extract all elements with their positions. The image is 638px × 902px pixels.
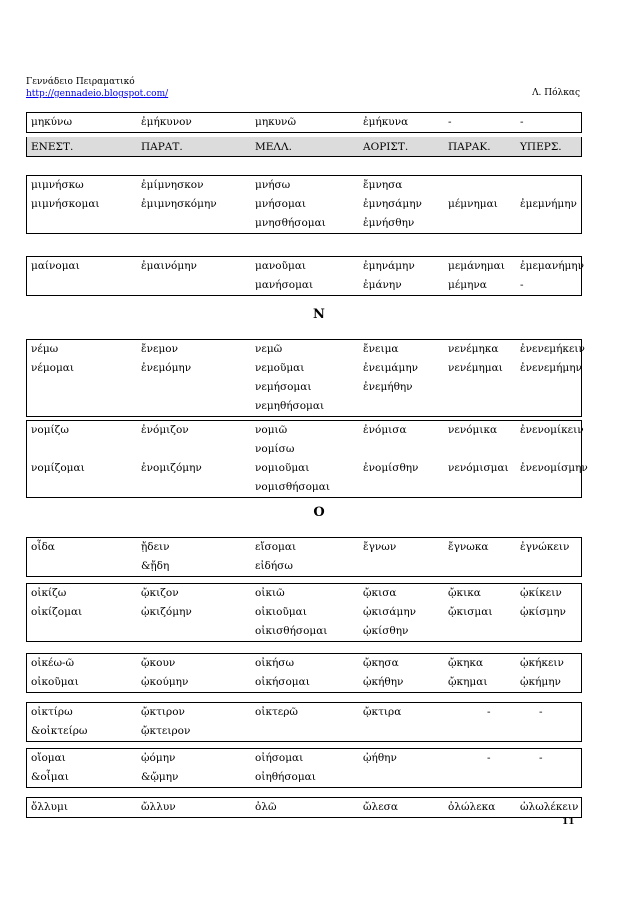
verb-group-oikizo [26,583,582,642]
verb-form-cell: ἐνόμιζον [141,424,189,436]
verb-form-cell: οἰήσομαι [255,752,304,764]
table-row [27,768,581,787]
verb-form-cell: νομίζομαι [31,462,85,474]
verb-form-cell: νεμήσομαι [255,381,312,393]
verb-form-cell: εἴσομαι [255,541,297,553]
verb-form-cell: μανήσομαι [255,279,314,291]
table-row [27,673,581,692]
verb-form-cell: ἐμαινόμην [141,260,197,272]
verb-form-cell: οἰκτερῶ [255,706,298,718]
verb-form-cell: ἐμνήσθην [363,217,415,229]
verb-form-cell: νεμοῦμαι [255,362,305,374]
verb-form-cell: ὤλεσα [363,801,398,813]
verb-form-cell: οἰκιῶ [255,587,285,599]
verb-form-cell: ἐνενεμήμην [520,362,582,374]
verb-form-cell: νέμομαι [31,362,74,374]
verb-form-cell: ᾤκισα [363,587,397,599]
verb-form-cell: ἐνενεμήκειν [520,343,585,355]
verb-form-cell: ἐνόμισα [363,424,407,436]
table-row: μηκύνω ἐμήκυνον μηκυνῶ ἐμήκυνα - - [31,116,524,128]
verb-form-cell: μεμάνημαι [448,260,505,272]
table-row [27,214,581,233]
verb-form-cell: εἰδήσω [255,560,293,572]
verb-form-cell: ἐνεμόμην [141,362,192,374]
verb-form-cell: ᾠκήμην [520,676,561,688]
verb-form-cell: ᾤκιζον [141,587,179,599]
verb-form-cell: ᾤκηκα [448,657,484,669]
verb-form-cell: ἐνενομίσμην [520,462,588,474]
verb-form-cell: ᾠήθην [363,752,397,764]
verb-form-cell: ᾠκήθην [363,676,404,688]
verb-form-cell: νενέμημαι [448,362,503,374]
verb-form-cell: ᾠκιζόμην [141,606,192,618]
verb-form-cell: ᾠκούμην [141,676,189,688]
verb-form-cell: νέμω [31,343,59,355]
verb-form-cell: ἐνειμάμην [363,362,418,374]
table-row [27,195,581,214]
table-row [27,176,581,195]
verb-group-oikeo [26,653,582,693]
verb-form-cell: ᾤκουν [141,657,176,669]
verb-group-oiomai [26,748,582,788]
table-row [27,557,581,576]
verb-form-cell: οἰκιοῦμαι [255,606,307,618]
table-row [27,421,584,440]
verb-form-cell: ᾔδειν [141,541,170,553]
table-row [27,257,584,276]
table-row [27,538,581,557]
verb-form-cell: ὀλώλεκα [448,801,496,813]
verb-form-cell: ἐνομιζόμην [141,462,202,474]
table-row [27,359,581,378]
verb-form-cell: ἐμηνάμην [363,260,415,272]
verb-group-mainomai [26,256,582,296]
verb-form-cell: ᾠόμην [141,752,176,764]
verb-form-cell: οἰκίζω [31,587,67,599]
verb-form-cell: μανοῦμαι [255,260,307,272]
table-row [27,276,581,295]
verb-form-cell: ἐγνώκειν [520,541,570,553]
verb-form-cell: &οἶμαι [31,771,69,783]
verb-form-cell: ἔμνησα [363,179,403,191]
verb-form-cell: ᾠκίσμην [520,606,566,618]
verb-form-cell: ᾤκτιρον [141,706,185,718]
verb-form-cell: ᾤκησα [363,657,399,669]
verb-form-cell: ᾤκτιρα [363,706,402,718]
verb-form-cell: νενόμικα [448,424,498,436]
section-letter: Ν [313,307,325,322]
table-row [27,603,581,622]
verb-form-cell: οἴομαι [31,752,66,764]
verb-form-cell: νενόμισμαι [448,462,509,474]
verb-group-nemo [26,339,585,417]
page-number: 11 [562,817,575,827]
verb-form-cell: ὀλῶ [255,801,277,813]
verb-group-mimnisko [26,175,582,234]
verb-form-cell: - [539,752,543,764]
verb-form-cell: &ᾤμην [141,771,179,783]
verb-form-cell: ᾠκίσθην [363,625,409,637]
table-row [27,340,585,359]
verb-form-cell: ἐνομίσθην [363,462,419,474]
verb-form-cell: ᾤκικα [448,587,481,599]
verb-form-cell: &οἰκτείρω [31,725,88,737]
table-row [27,722,581,741]
verb-form-cell: οἰκοῦμαι [31,676,79,688]
column-header-row: ΕΝΕΣΤ. ΠΑΡΑΤ. ΜΕΛΛ. ΑΟΡΙΣΤ. ΠΑΡΑΚ. ΥΠΕΡΣ. [26,137,582,157]
verb-form-cell: ἔγνωκα [448,541,489,553]
verb-form-cell: ᾤκημαι [448,676,488,688]
verb-form-cell: νεμῶ [255,343,283,355]
verb-form-cell: ὠλωλέκειν [520,801,579,813]
verb-form-cell: οἰκήσομαι [255,676,310,688]
verb-form-cell: οἰκίζομαι [31,606,83,618]
verb-form-cell: νενέμηκα [448,343,499,355]
verb-form-cell: ἐμεμανήμην [520,260,584,272]
verb-form-cell: ὄλλυμι [31,801,68,813]
verb-form-cell: νομιῶ [255,424,288,436]
verb-form-cell: - [487,752,491,764]
verb-form-cell: - [487,706,491,718]
verb-form-cell: ἔγνων [363,541,397,553]
verb-group-ollymi [26,797,582,818]
verb-form-cell: οἰκέω-ῶ [31,657,75,669]
verb-form-cell: - [539,706,543,718]
verb-group-nomizo [26,420,588,498]
table-row [27,798,581,817]
verb-form-cell: ᾠκισάμην [363,606,416,618]
verb-form-cell: ἐμιμνησκόμην [141,198,217,210]
verb-form-cell: ᾠκίκειν [520,587,562,599]
table-row [27,478,581,497]
verb-form-cell: νομίζω [31,424,69,436]
verb-form-cell: μνήσω [255,179,291,191]
verb-form-cell: μαίνομαι [31,260,80,272]
top-example-block [26,112,582,133]
verb-form-cell: οἰκήσω [255,657,295,669]
verb-form-cell: &ᾔδη [141,560,170,572]
verb-form-cell: ἐμάνην [363,279,402,291]
table-row [27,654,581,673]
verb-form-cell: νεμηθήσομαι [255,400,325,412]
verb-form-cell: οἰκτίρω [31,706,73,718]
verb-form-cell: ὤλλυν [141,801,176,813]
verb-form-cell: νομιοῦμαι [255,462,310,474]
table-row [27,440,581,459]
source-title: Γεννάδειο Πειραματικό [26,77,135,87]
verb-form-cell: ἐμίμνησκον [141,179,204,191]
table-row [27,584,581,603]
table-row [27,378,581,397]
verb-group-oida [26,537,582,577]
verb-form-cell: μνήσομαι [255,198,307,210]
page-header [26,76,168,100]
verb-form-cell: μνησθήσομαι [255,217,326,229]
verb-form-cell: ἐμνησάμην [363,198,422,210]
verb-form-cell: οἶδα [31,541,55,553]
verb-form-cell: μέμνημαι [448,198,498,210]
blog-link[interactable]: http://gennadeio.blogspot.com/ [26,89,169,99]
table-row [27,703,581,722]
verb-form-cell: νομίσω [255,443,295,455]
section-letter: Ο [313,505,325,520]
verb-form-cell: - [520,279,524,291]
verb-form-cell: οἰηθήσομαι [255,771,316,783]
verb-form-cell: μιμνήσκομαι [31,198,100,210]
author-name: Λ. Πόλκας [532,88,580,98]
verb-form-cell: ᾤκισμαι [448,606,493,618]
verb-form-cell: ἔνεμον [141,343,178,355]
verb-form-cell: ᾠκήκειν [520,657,564,669]
table-row [27,622,581,641]
table-row [27,397,581,416]
verb-form-cell: ἐμεμνήμην [520,198,577,210]
verb-form-cell: νομισθήσομαι [255,481,330,493]
table-row [27,749,581,768]
verb-form-cell: μέμηνα [448,279,487,291]
table-row [27,459,588,478]
verb-group-oiktiro [26,702,582,742]
verb-form-cell: ἐνεμήθην [363,381,413,393]
verb-form-cell: ἐνενομίκειν [520,424,584,436]
verb-form-cell: ἔνειμα [363,343,399,355]
verb-form-cell: ᾤκτειρον [141,725,191,737]
verb-form-cell: οἰκισθήσομαι [255,625,328,637]
verb-form-cell: μιμνήσκω [31,179,84,191]
